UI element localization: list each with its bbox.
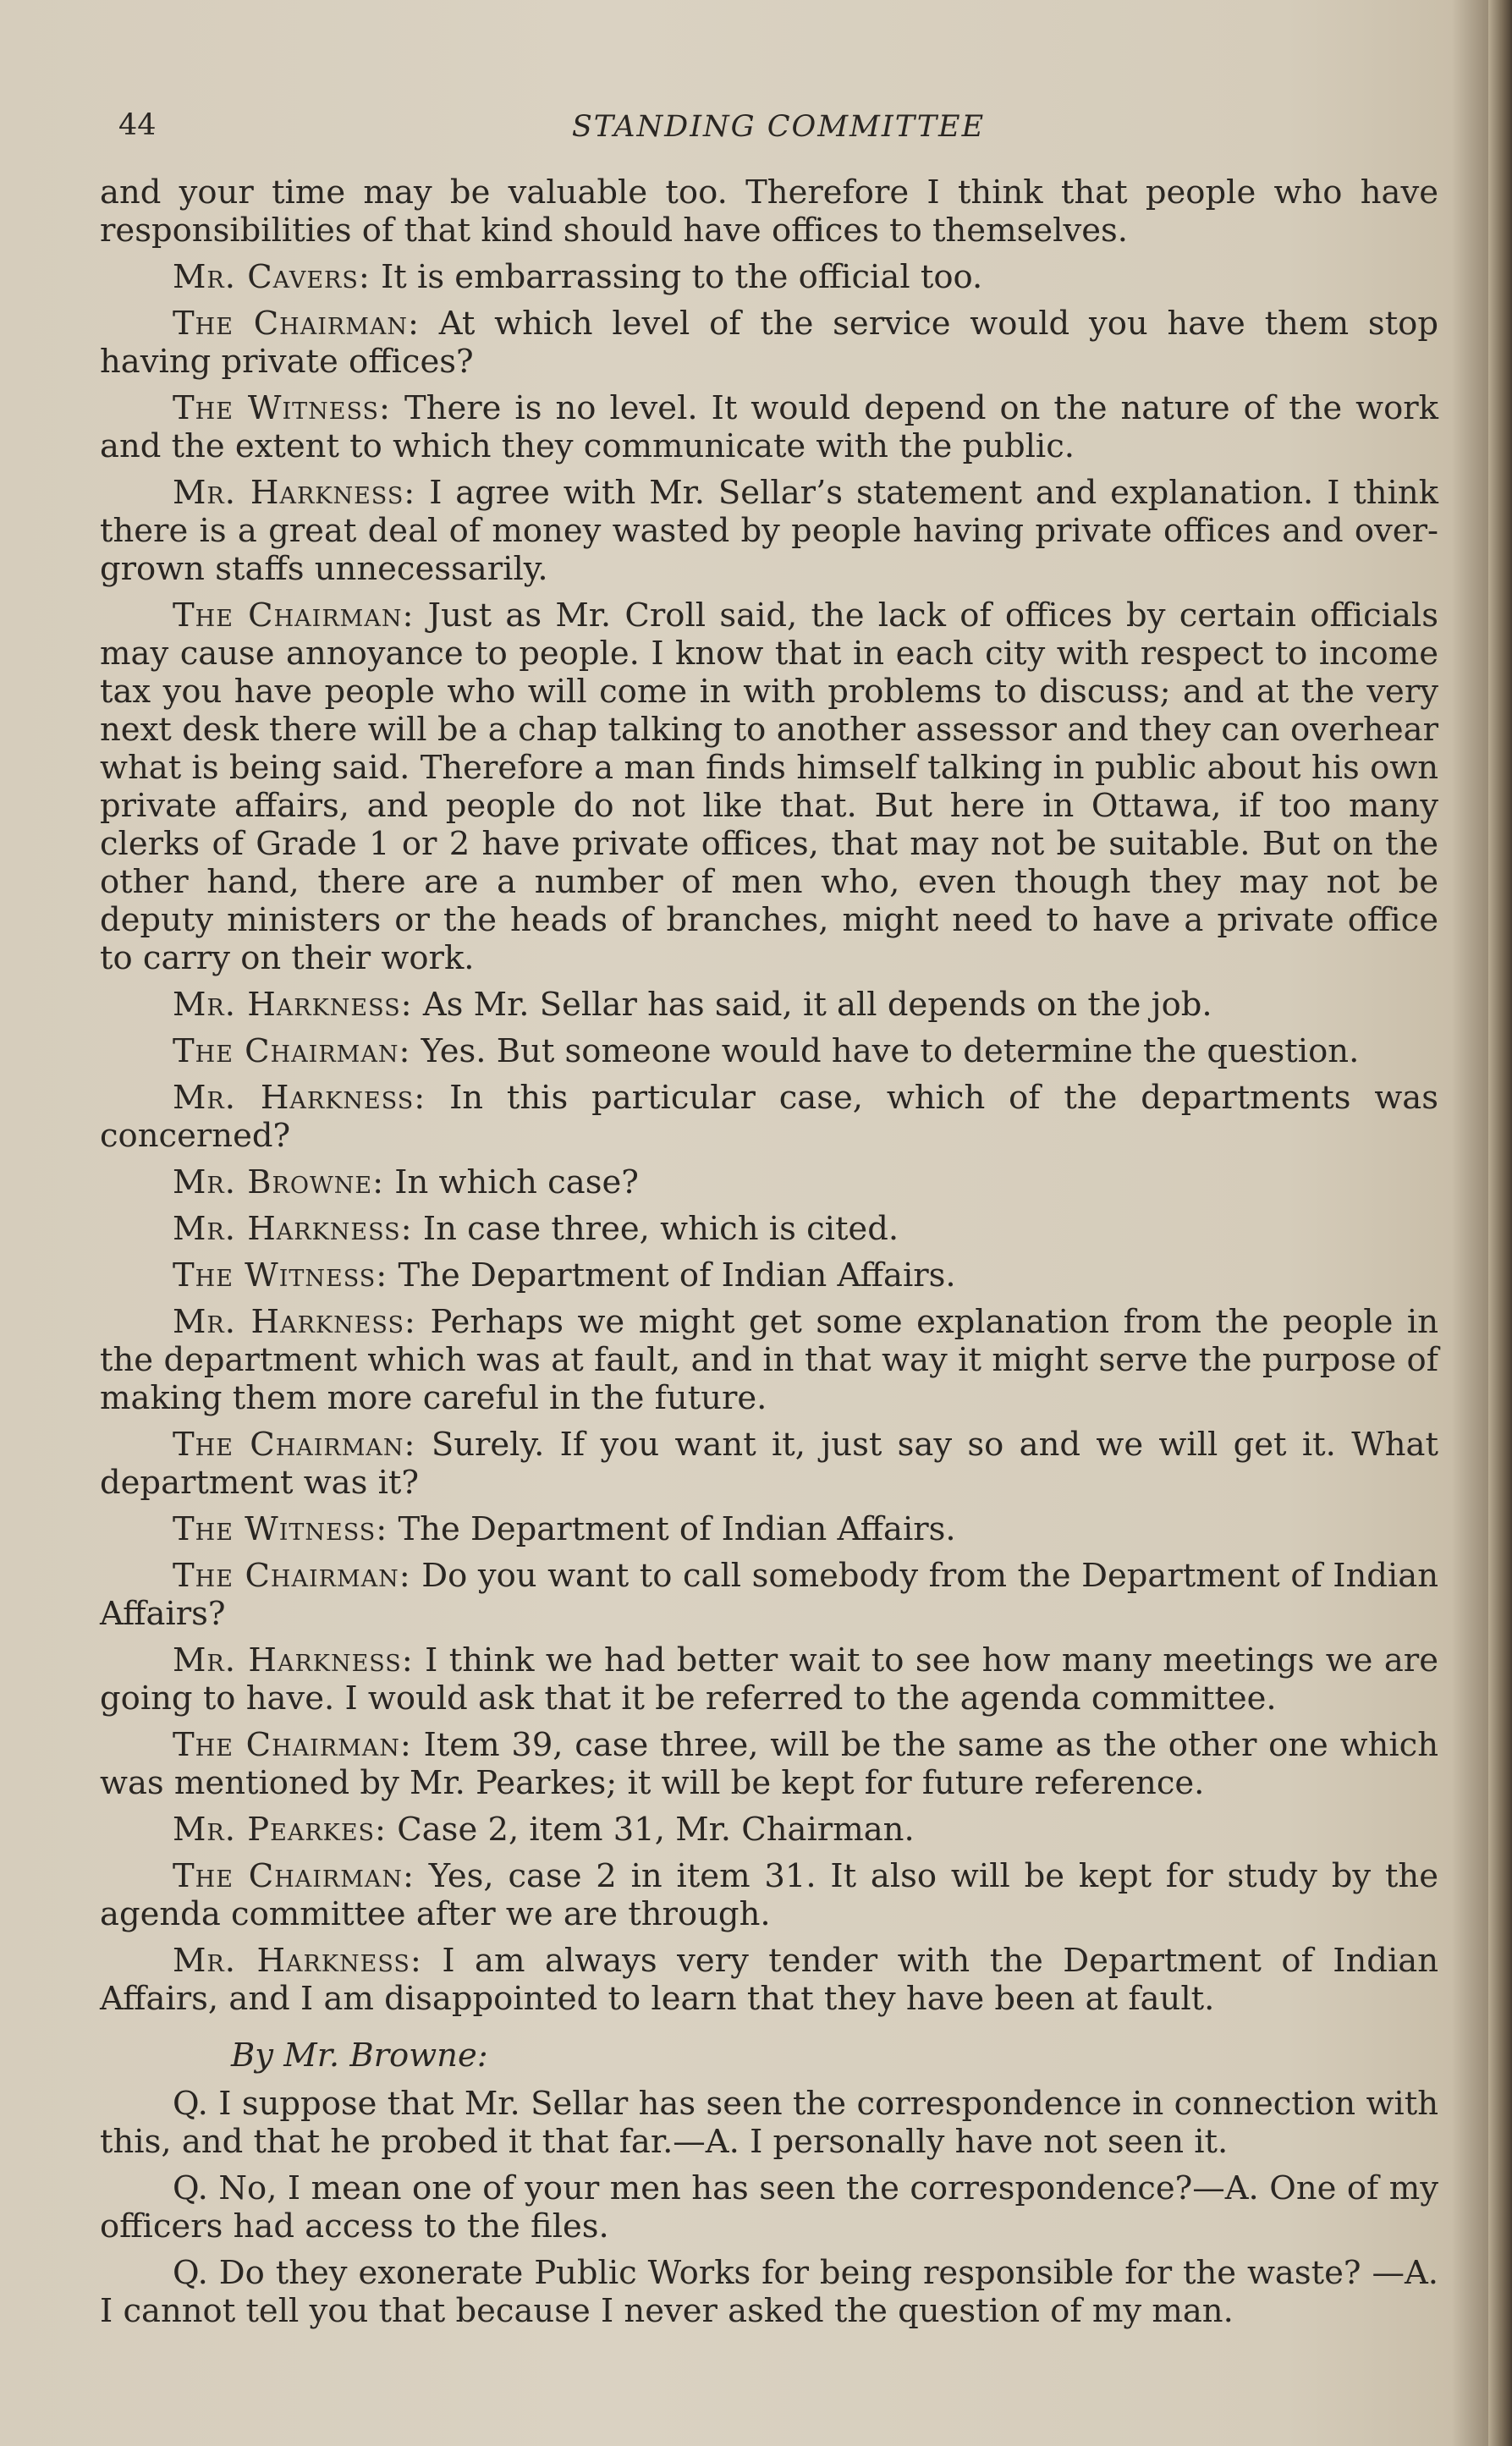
speaker-name: The Chairman: (173, 1557, 411, 1595)
speaker-name: Mr. Browne: (173, 1163, 385, 1201)
speaker-name: The Witness: (173, 1256, 388, 1294)
speaker-name: The Chairman: (173, 1857, 415, 1895)
speaker-name: The Chairman: (173, 1426, 416, 1464)
paragraph: The Chairman: At which level of the service would you have them stop having private offices? (100, 305, 1438, 381)
page-edge-shadow (1488, 0, 1512, 2446)
paragraph: Mr. Harkness: Perhaps we might get some explanation from the people in the department which was at fault, and in that way it might serve the purpose of making them more careful in the future. (100, 1303, 1439, 1417)
speaker-name: Mr. Pearkes: (173, 1811, 388, 1849)
paragraph: Mr. Harkness: In this particular case, which of the departments was concerned? (100, 1079, 1439, 1155)
transcript-body (100, 173, 1438, 2339)
question-answer: Q. No, I mean one of your men has seen the correspondence?—A. One of my officers had access to the files. (100, 2169, 1438, 2245)
paragraph: Mr. Pearkes: Case 2, item 31, Mr. Chairman. (173, 1811, 915, 1849)
speaker-name: Mr. Harkness: (173, 986, 413, 1024)
speaker-name: The Chairman: (173, 305, 420, 343)
page-header (118, 108, 1438, 159)
speaker-name: The Chairman: (173, 1726, 412, 1764)
speaker-name: Mr. Harkness: (173, 1079, 426, 1117)
question-answer: Q. Do they exonerate Public Works for being responsible for the waste? —A. I cannot tell you that because I never asked the question of my man. (100, 2254, 1438, 2330)
paragraph: Mr. Harkness: I am always very tender with the Department of Indian Affairs, and I am disappointed to learn that they have been at fault. (100, 1942, 1439, 2018)
paragraph: and your time may be valuable too. Therefore I think that people who have responsibilities of that kind should have offices to themselves. (100, 173, 1438, 250)
question-answer: Q. I suppose that Mr. Sellar has seen the correspondence in connection with this, and that he probed it that far.—A. I personally have not seen it. (100, 2085, 1438, 2161)
paragraph: The Chairman: Surely. If you want it, just say so and we will get it. What department was it? (100, 1426, 1438, 1502)
paragraph: The Witness: The Department of Indian Affairs. (173, 1510, 956, 1548)
speaker-name: The Chairman: (173, 596, 415, 635)
paragraph: The Chairman: Do you want to call somebody from the Department of Indian Affairs? (100, 1557, 1438, 1633)
paragraph: Mr. Cavers: It is embarrassing to the official too. (173, 258, 983, 296)
speaker-name: Mr. Harkness: (173, 1303, 416, 1341)
paragraph: The Chairman: Yes, case 2 in item 31. It also will be kept for study by the agenda committee after we are through. (100, 1857, 1438, 1933)
speaker-name: Mr. Cavers: (173, 258, 371, 296)
paragraph: Mr. Browne: In which case? (173, 1163, 639, 1201)
paragraph: Mr. Harkness: I think we had better wait to see how many meetings we are going to have. I would ask that it be referred to the agenda committee. (100, 1641, 1438, 1718)
paragraph: The Chairman: Just as Mr. Croll said, the lack of offices by certain officials may cause annoyance to people. I know that in each city with respect to income tax you have people who will come in with problems to discuss; and at the very next desk there will be a chap talking to another assessor and they can overhear what is being said. Therefore a man finds himself talking in public about his own private affairs, and people do not like that. But here in Ottawa, if too many clerks of Grade 1 or 2 have private offices, that may not be suitable. But on the other hand, there are a number of men who, even though they may not be deputy ministers or the heads of branches, might need to have a private office to carry on their work. (100, 596, 1438, 977)
paragraph: Mr. Harkness: I agree with Mr. Sellar’s statement and explanation. I think there is a great deal of money wasted by people having private offices and over-grown staffs unnecessarily. (100, 474, 1438, 588)
speaker-name: Mr. Harkness: (173, 1942, 422, 1980)
paragraph: Mr. Harkness: As Mr. Sellar has said, it all depends on the job. (173, 986, 1212, 1024)
paragraph: The Witness: There is no level. It would depend on the nature of the work and the extent to which they communicate with the public. (100, 389, 1438, 465)
paragraph: The Chairman: Item 39, case three, will be the same as the other one which was mentioned by Mr. Pearkes; it will be kept for future reference. (100, 1726, 1438, 1802)
speaker-name: The Witness: (173, 389, 391, 427)
page-number: 44 (118, 108, 157, 142)
speaker-name: Mr. Harkness: (173, 1641, 414, 1679)
speaker-name: The Chairman: (173, 1032, 411, 1070)
speaker-name: Mr. Harkness: (173, 474, 416, 512)
speaker-name: The Witness: (173, 1510, 388, 1548)
paragraph: The Chairman: Yes. But someone would have to determine the question. (173, 1032, 1360, 1070)
paragraph: Mr. Harkness: In case three, which is cited. (173, 1210, 899, 1248)
running-head: STANDING COMMITTEE (571, 110, 986, 144)
speaker-name: Mr. Harkness: (173, 1210, 413, 1248)
paragraph: The Witness: The Department of Indian Affairs. (173, 1256, 956, 1294)
examiner-byline: By Mr. Browne: (231, 2037, 488, 2075)
